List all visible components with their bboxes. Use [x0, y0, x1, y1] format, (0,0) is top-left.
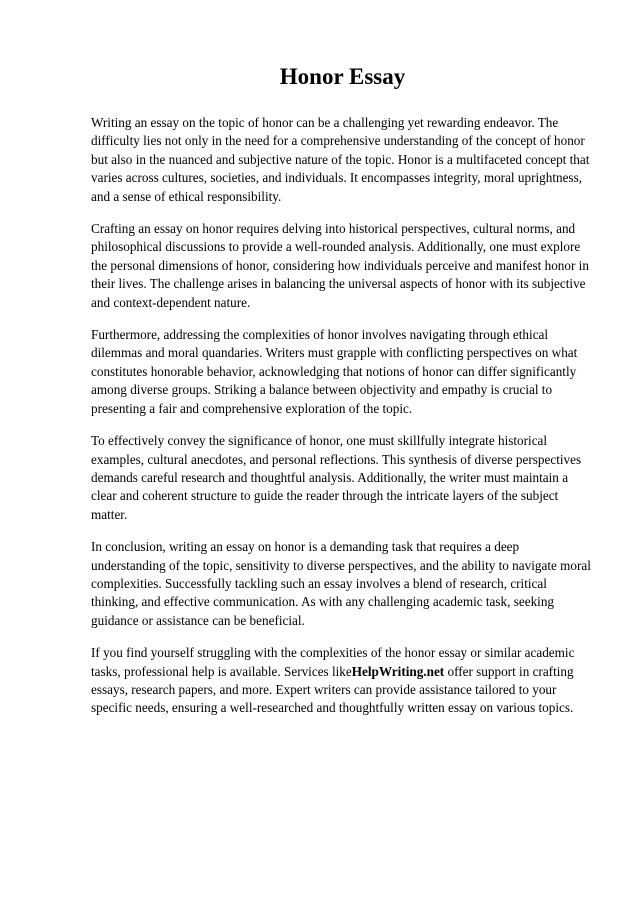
paragraph-2: Crafting an essay on honor requires delving into historical perspectives, cultural norms, and philosophical discussions to provide a well-rounded analysis. Additionally, one must explore the personal dimensions of honor, considering how individuals perceive and manifest honor in their lives. The challenge arises in balancing the universal aspects of honor with its subjective and context-dependent nature.	[91, 221, 589, 310]
paragraph-4: To effectively convey the significance of honor, one must skillfully integrate historical examples, cultural anecdotes, and personal reflections. This synthesis of diverse perspectives demands careful research and thoughtful analysis. Additionally, the writer must maintain a clear and coherent structure to guide the reader through the intricate layers of the subject matter.	[91, 433, 582, 522]
paragraph-6-text-before: If you find yourself struggling with the complexities of the honor essay or similar academic tasks, professional help is available. Services like	[91, 645, 575, 679]
paragraph-3: Furthermore, addressing the complexities of honor involves navigating through ethical dilemmas and moral quandaries. Writers must grapple with conflicting perspectives on what constitutes honorable behavior, acknowledging that notions of honor can differ significantly among diverse groups. Striking a balance between objectivity and empathy is crucial to presenting a fair and comprehensive exploration of the topic.	[91, 327, 578, 416]
page-title: Honor Essay	[279, 64, 406, 89]
brand-name: HelpWriting.net	[351, 663, 445, 679]
paragraph-1: Writing an essay on the topic of honor can be a challenging yet rewarding endeavor. The difficulty lies not only in the need for a comprehensive understanding of the concept of honor but also in the nuanced and subjective nature of the topic. Honor is a multifaceted concept that varies across cultures, societies, and individuals. It encompasses integrity, moral uprightness, and a sense of ethical responsibility.	[91, 115, 590, 204]
paragraph-6	[91, 644, 594, 718]
paragraph-6-text-after: offer support in crafting essays, research papers, and more. Expert writers can provide assistance tailored to your specific needs, ensuring a well-researched and thoughtfully written essay on various topics.	[91, 663, 574, 716]
paragraph-5: In conclusion, writing an essay on honor is a demanding task that requires a deep understanding of the topic, sensitivity to diverse perspectives, and the ability to navigate moral complexities. Successfully tackling such an essay involves a blend of research, critical thinking, and effective communication. As with any challenging academic task, seeking guidance or assistance can be beneficial.	[91, 539, 591, 628]
